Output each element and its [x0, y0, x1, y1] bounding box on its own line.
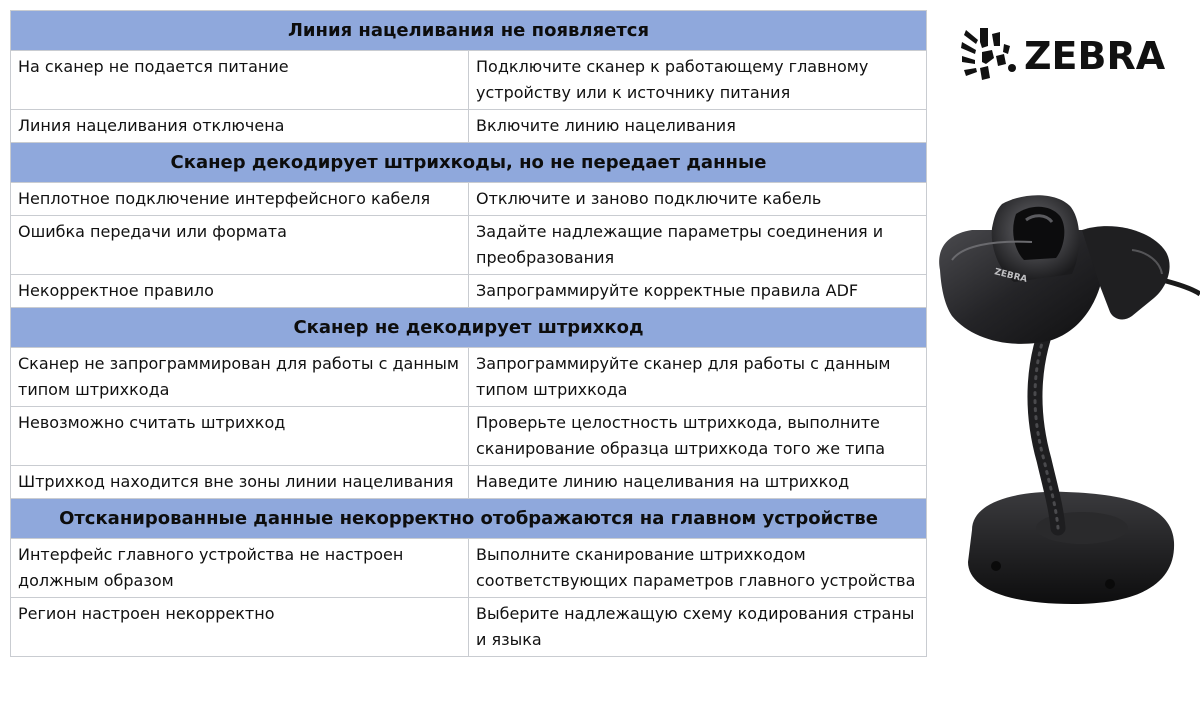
section-title: Сканер декодирует штрихкоды, но не передает данные — [11, 143, 927, 183]
problem-cell: Неплотное подключение интерфейсного кабеля — [11, 183, 469, 216]
table-row — [11, 275, 927, 308]
table-row — [11, 51, 927, 110]
table-row — [11, 407, 927, 466]
problem-cell: На сканер не подается питание — [11, 51, 469, 110]
table-row — [11, 183, 927, 216]
section-header — [11, 143, 927, 183]
problem-cell: Некорректное правило — [11, 275, 469, 308]
solution-cell: Подключите сканер к работающему главному устройству или к источнику питания — [469, 51, 927, 110]
table-row — [11, 110, 927, 143]
problem-cell: Штрихкод находится вне зоны линии нацеливания — [11, 466, 469, 499]
section-header — [11, 11, 927, 51]
problem-cell: Сканер не запрограммирован для работы с данным типом штрихкода — [11, 348, 469, 407]
solution-cell: Отключите и заново подключите кабель — [469, 183, 927, 216]
table-row — [11, 466, 927, 499]
table-row — [11, 598, 927, 657]
solution-cell: Запрограммируйте корректные правила ADF — [469, 275, 927, 308]
zebra-logo — [958, 24, 1170, 86]
table-row — [11, 216, 927, 275]
solution-cell: Запрограммируйте сканер для работы с данным типом штрихкода — [469, 348, 927, 407]
problem-cell: Ошибка передачи или формата — [11, 216, 469, 275]
section-title: Сканер не декодирует штрихкод — [11, 308, 927, 348]
solution-cell: Задайте надлежащие параметры соединения и преобразования — [469, 216, 927, 275]
solution-cell: Наведите линию нацеливания на штрихкод — [469, 466, 927, 499]
section-title: Отсканированные данные некорректно отображаются на главном устройстве — [11, 499, 927, 539]
problem-cell: Интерфейс главного устройства не настроен должным образом — [11, 539, 469, 598]
problem-cell: Регион настроен некорректно — [11, 598, 469, 657]
zebra-head-icon — [961, 28, 1016, 80]
table-row — [11, 348, 927, 407]
device-brand-label: ZEBRA — [993, 267, 1029, 286]
table-row — [11, 539, 927, 598]
section-header — [11, 308, 927, 348]
solution-cell: Включите линию нацеливания — [469, 110, 927, 143]
solution-cell: Выберите надлежащую схему кодирования страны и языка — [469, 598, 927, 657]
problem-cell: Невозможно считать штрихкод — [11, 407, 469, 466]
section-title: Линия нацеливания не появляется — [11, 11, 927, 51]
solution-cell: Проверьте целостность штрихкода, выполните сканирование образца штрихкода того же типа — [469, 407, 927, 466]
solution-cell: Выполните сканирование штрихкодом соответствующих параметров главного устройства — [469, 539, 927, 598]
brand-name: ZEBRA — [1024, 34, 1166, 78]
problem-cell: Линия нацеливания отключена — [11, 110, 469, 143]
section-header — [11, 499, 927, 539]
troubleshooting-table — [10, 10, 927, 657]
barcode-scanner-image — [932, 190, 1200, 620]
